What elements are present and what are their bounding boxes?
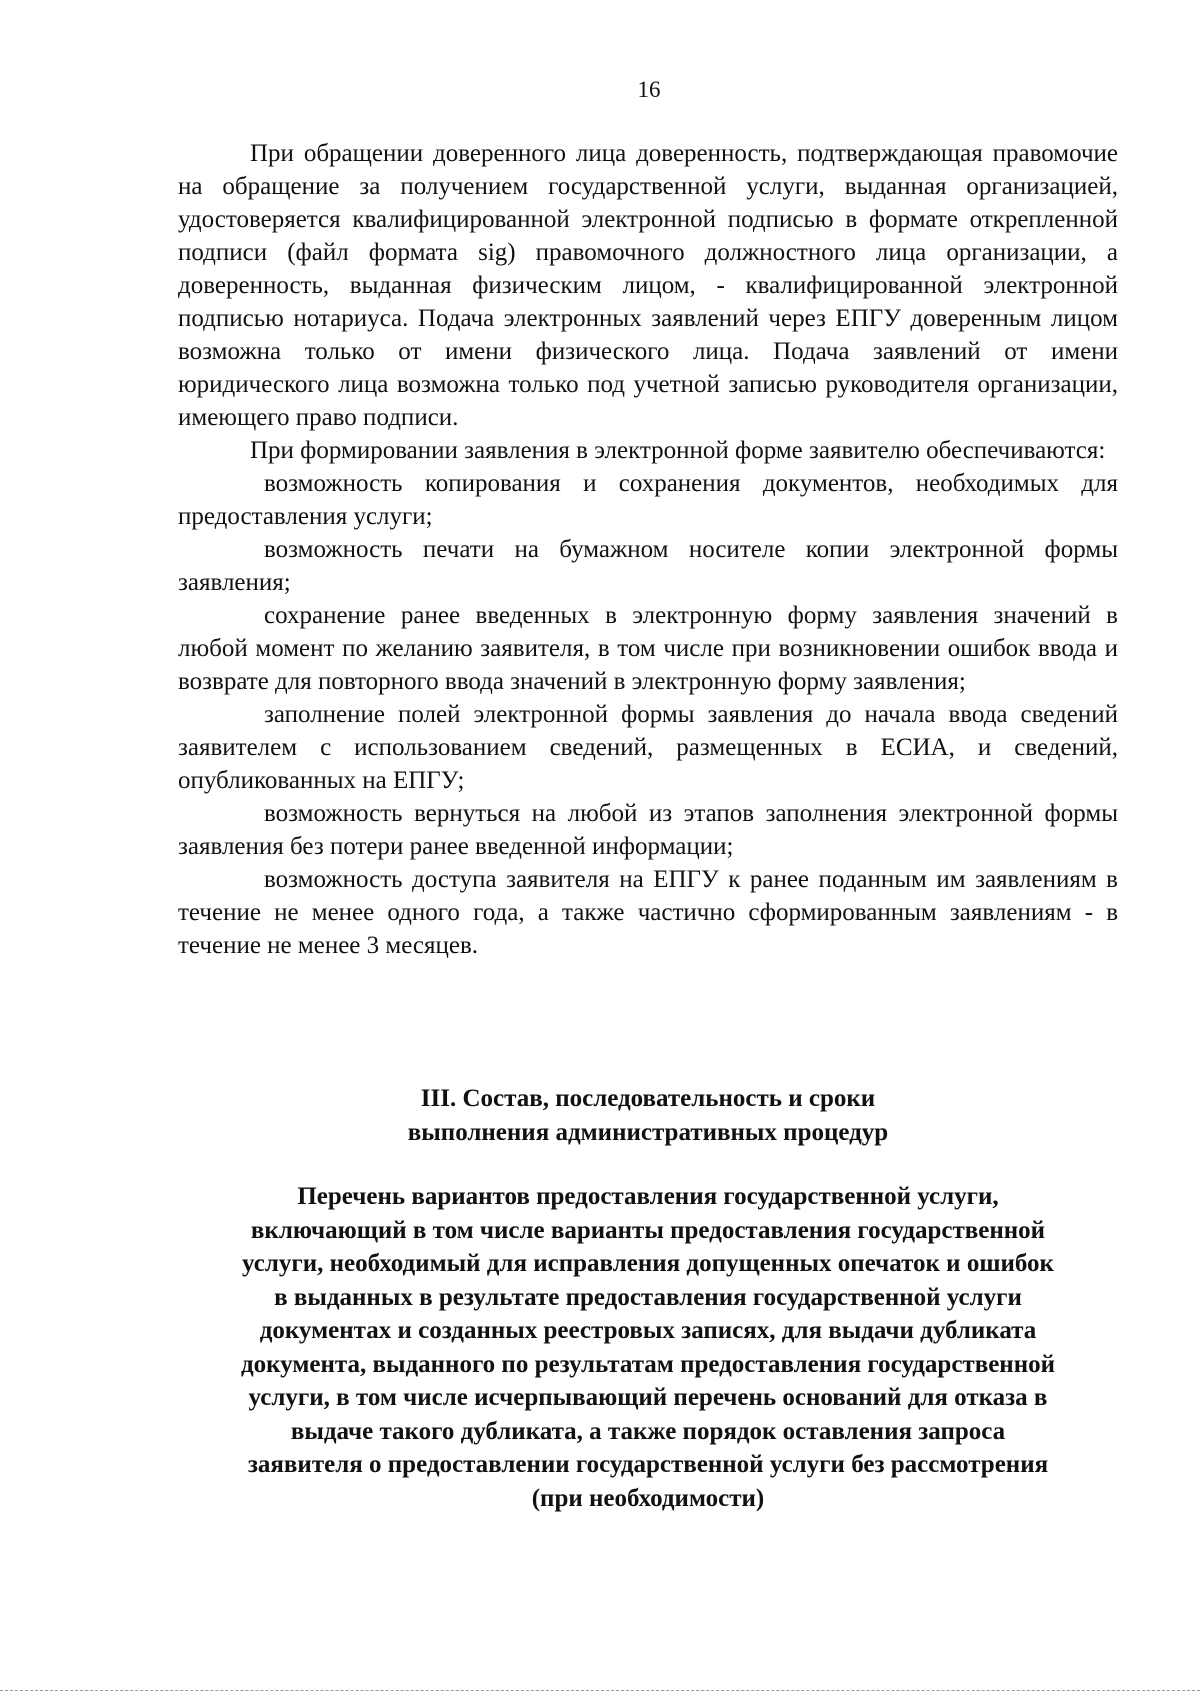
section-heading-line: III. Состав, последовательность и сроки — [420, 1085, 876, 1112]
paragraph-electronic-form-intro: При формировании заявления в электронной форме заявителю обеспечиваются: — [250, 437, 1106, 464]
list-item-print: возможность печати на бумажном носителе копии электронной формы заявления; — [178, 536, 1118, 596]
list-item-copy-save: возможность копирования и сохранения документов, необходимых для предоставления услуги; — [178, 470, 1118, 530]
list-item-access-history: возможность доступа заявителя на ЕПГУ к ранее поданным им заявлениям в течение не менее одного года, а также частично сформированным заявлениям - в течение не менее 3 месяцев. — [178, 866, 1118, 959]
subsection-heading — [178, 1180, 1118, 1515]
paragraph-trustee-signature: При обращении доверенного лица доверенность, подтверждающая правомочие на обращение за получением государственной услуги, выданная организацией, удостоверяется квалифицированной электронной подписью в формате открепленной подписи (файл формата sig) правомочного должностного лица организации, а доверенность, выданная физическим лицом, - квалифицированной электронной подписью нотариуса. Подача электронных заявлений через ЕПГУ доверенным лицом возможна только от имени физического лица. Подача заявлений от имени юридического лица возможна только под учетной записью руководителя организации, имеющего право подписи. — [178, 140, 1118, 431]
scan-edge-line — [0, 1690, 1200, 1691]
subsection-heading-line: включающий в том числе варианты предоставления государственной — [250, 1216, 1046, 1244]
subsection-heading-line: услуги, в том числе исчерпывающий перечень оснований для отказа в — [248, 1384, 1048, 1411]
list-item-return-step: возможность вернуться на любой из этапов заполнения электронной формы заявления без потери ранее введенной информации; — [178, 800, 1118, 860]
subsection-heading-line: Перечень вариантов предоставления государственной услуги, — [297, 1183, 999, 1210]
subsection-heading-line: в выданных в результате предоставления государственной услуги — [274, 1283, 1022, 1311]
section-heading — [178, 1082, 1118, 1150]
subsection-heading-line: услуги, необходимый для исправления допущенных опечаток и ошибок — [242, 1250, 1054, 1277]
subsection-heading-line: документах и созданных реестровых записях, для выдачи дубликата — [259, 1317, 1037, 1344]
list-item-save-values: сохранение ранее введенных в электронную форму заявления значений в любой момент по желанию заявителя, в том числе при возникновении ошибок ввода и возврате для повторного ввода значений в электронную форму заявления; — [178, 602, 1118, 695]
subsection-heading-line: (при необходимости) — [531, 1484, 765, 1512]
subsection-heading-line: документа, выданного по результатам предоставления государственной — [240, 1350, 1056, 1378]
document-body — [178, 137, 1118, 962]
subsection-heading-line: выдаче такого дубликата, а также порядок оставления запроса — [290, 1417, 1006, 1445]
page-number: 16 — [637, 77, 661, 102]
section-heading-line: выполнения административных процедур — [407, 1119, 889, 1146]
list-item-prefill: заполнение полей электронной формы заявления до начала ввода сведений заявителем с использованием сведений, размещенных в ЕСИА, и сведений, опубликованных на ЕПГУ; — [178, 701, 1118, 794]
subsection-heading-line: заявителя о предоставлении государственной услуги без рассмотрения — [247, 1451, 1049, 1478]
